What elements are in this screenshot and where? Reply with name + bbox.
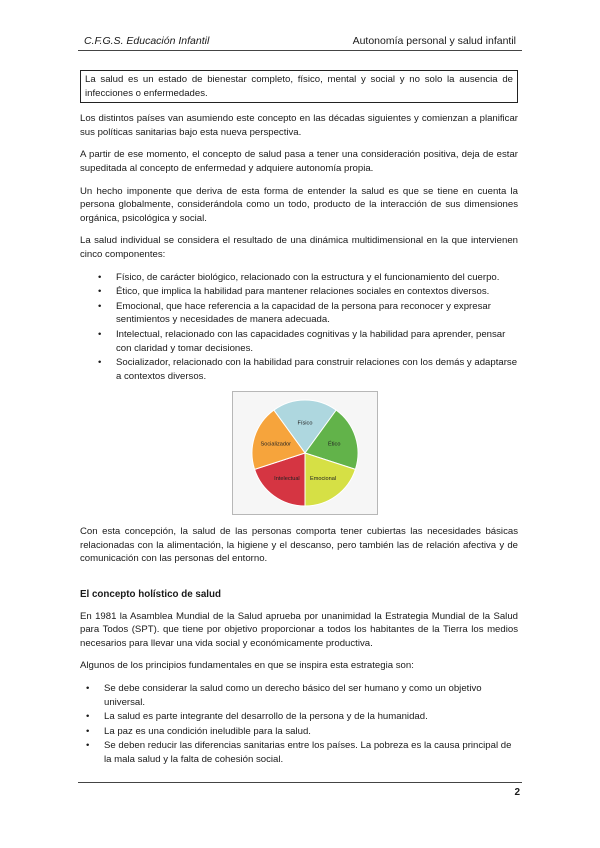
paragraph: Los distintos países van asumiendo este concepto en las décadas siguientes y comienzan a planificar sus políticas sanitarias bajo esta nueva perspectiva.	[80, 113, 518, 138]
definition-box: La salud es un estado de bienestar completo, físico, mental y social y no solo la ausencia de infecciones o enfermedades.	[80, 70, 518, 103]
bullet-icon: •	[86, 740, 90, 752]
list-item: • Físico, de carácter biológico, relacionado con la estructura y el funcionamiento del cuerpo.	[98, 271, 500, 283]
list-item: • La paz es una condición ineludible para la salud.	[86, 725, 311, 737]
paragraph: Algunos de los principios fundamentales en que se inspira esta estrategia son:	[80, 660, 414, 672]
health-components-chart	[232, 391, 378, 515]
list-item: • Se deben reducir las diferencias sanitarias entre los países. La pobreza es la causa principal de la mala salud y la falta de cohesión social.	[86, 740, 512, 765]
list-item: • La salud es parte integrante del desarrollo de la persona y de la humanidad.	[86, 711, 428, 723]
components-list	[80, 271, 518, 384]
paragraph: La salud individual se considera el resultado de una dinámica multidimensional en la que intervienen cinco componentes:	[80, 235, 518, 260]
page-number: 2	[514, 787, 520, 798]
bullet-icon: •	[86, 725, 90, 737]
paragraph: En 1981 la Asamblea Mundial de la Salud aprueba por unanimidad la Estrategia Mundial de la Salud para Todos (SPT). que tiene por objetivo proporcionar a todos los habitantes de la Tierra los medios necesarios para llevar una vida social y económicamente productiva.	[80, 610, 518, 649]
pie-label-1: Físico	[297, 420, 313, 427]
bullet-icon: •	[86, 711, 90, 723]
page-content	[80, 70, 518, 775]
pie-label-5: Socializador	[260, 441, 292, 448]
list-item: • Socializador, relacionado con la habilidad para construir relaciones con los demás y adaptarse a contextos diversos.	[98, 357, 518, 382]
bullet-icon: •	[98, 271, 102, 283]
bullet-icon: •	[98, 357, 102, 369]
pie-label-3: Emocional	[310, 476, 337, 483]
bullet-icon: •	[98, 328, 102, 340]
paragraph: Con esta concepción, la salud de las personas comporta tener cubiertas las necesidades básicas relacionadas con la alimentación, la higiene y el descanso, pero también las de relación afectiva y de comunicación con las personas del entorno.	[80, 526, 518, 565]
pie-chart-svg	[233, 392, 377, 514]
page-header	[78, 32, 522, 51]
section-title: El concepto holístico de salud	[80, 589, 221, 601]
paragraph: Un hecho imponente que deriva de esta forma de entender la salud es que se tiene en cuenta la persona globalmente, considerándola como un todo, producto de la interacción de sus dimensiones orgánica, psicológica y social.	[80, 185, 518, 224]
pie-label-2: Ético	[328, 441, 341, 448]
list-item: • Ético, que implica la habilidad para mantener relaciones sociales en contextos diversos.	[98, 286, 490, 298]
paragraph: A partir de ese momento, el concepto de salud pasa a tener una consideración positiva, deja de estar supeditada al concepto de enfermedad y adquiere autonomía propia.	[80, 149, 518, 174]
list-item: • Se debe considerar la salud como un derecho básico del ser humano y como un objetivo universal.	[86, 683, 482, 708]
bullet-icon: •	[98, 300, 102, 312]
principles-list	[80, 682, 518, 767]
page-footer	[78, 782, 522, 801]
bullet-icon: •	[86, 683, 90, 695]
list-item: • Intelectual, relacionado con las capacidades cognitivas y la habilidad para aprender, pensar con claridad y tomar decisiones.	[98, 328, 506, 354]
pie-label-4: Intelectual	[274, 476, 300, 483]
bullet-icon: •	[98, 286, 102, 298]
header-course: C.F.G.S. Educación Infantil	[84, 35, 210, 47]
header-subject: Autonomía personal y salud infantil	[352, 35, 516, 47]
list-item: • Emocional, que hace referencia a la capacidad de la persona para reconocer y expresar sentimientos y necesidades de manera adecuada.	[98, 300, 491, 326]
